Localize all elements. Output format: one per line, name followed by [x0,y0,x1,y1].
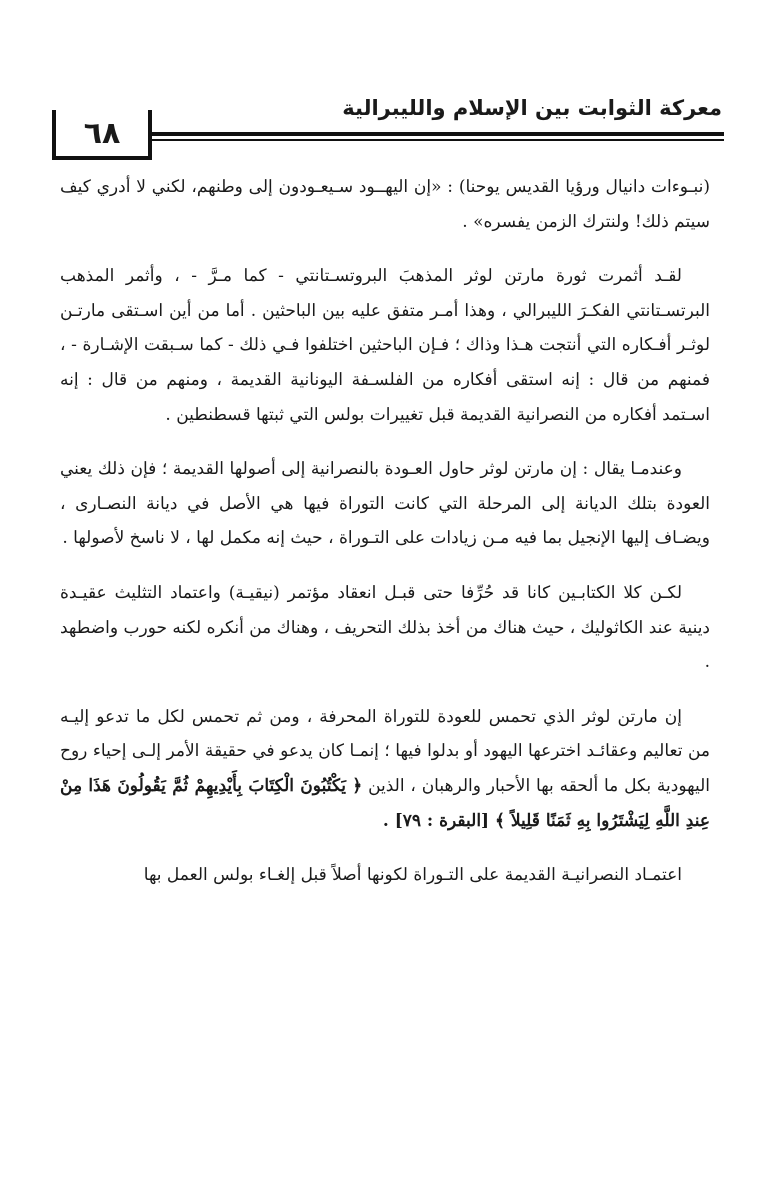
paragraph-2: لقـد أثمرت ثورة مارتن لوثر المذهبَ البروتسـتانتي - كما مـرَّ - ، وأثمر المذهب البرتسـتانتي الفكـرَ الليبرالي ، وهذا أمـر متفق عليه بين الباحثين . أما من أين اسـتقى مارتـن لوثـر أفـكاره التي أنتجت هـذا وذاك ؛ فـإن الباحثين اختلفوا فـي ذلك - كما سـبقت الإشـارة - ، فمنهم من قال : إنه استقى أفكاره من الفلسـفة اليونانية القديمة ، ومنهم من قال : إنه اسـتمد أفكاره من النصرانية القديمة قبل تغييرات بولس التي ثبتها قسطنطين . [60,266,710,425]
paragraph-1: (نبـوءات دانيال ورؤيا القديس يوحنا) : «إن اليهــود سـيعـودون إلى وطنهم، لكني لا أدري كيف سيتم ذلك! ولنترك الزمن يفسره» . [60,177,710,232]
paragraph-5-text: إن مارتن لوثر الذي تحمس للعودة للتوراة المحرفة ، ومن ثم تحمس لكل ما تدعو إليـه من تعاليم وعقائـد اخترعها اليهود أو بدلوا فيها ؛ إنمـا كان يدعو في حقيقة الأمر إلـى إحياء روح اليهودية بكل ما ألحقه بها الأحبار والرهبان ، الذين [60,706,710,796]
paragraph-4: لكـن كلا الكتابـين كانا قد حُرِّفا حتى قبـل انعقاد مؤتمر (نيقيـة) واعتماد التثليث عقيـدة دينية عند الكاثوليك ، حيث هناك من أخذ بذلك التحريف ، وهناك من أنكره لكنه حورب واضطهد . [60,582,710,673]
page-header [52,96,724,164]
body-text [60,170,710,913]
header-rule-thin [148,139,724,141]
header-rule-thick [148,132,724,136]
verse-reference: [البقرة : ٧٩] . [382,810,496,831]
paragraph-5 [60,700,710,838]
paragraph-6: اعتمـاد النصرانيـة القديمة على التـوراة لكونها أصلاً قبل إلغـاء بولس العمل بها [143,865,682,886]
paragraph-3: وعندمـا يقال : إن مارتن لوثر حاول العـودة بالنصرانية إلى أصولها القديمة ؛ فإن ذلك يعني العودة بتلك الديانة إلى المرحلة التي كانت التوراة فيها هي الأصل في ديانة النصـارى ، ويضـاف إليها الإنجيل بما فيه مـن زيادات على التـوراة ، حيث إنه مكمل لها ، لا ناسخ لأصولها . [60,459,710,549]
running-title: معركة الثوابت بين الإسلام والليبرالية [342,96,722,120]
page-number: ٦٨ [52,110,152,160]
quran-verse: ﴿ يَكْتُبُونَ الْكِتَابَ بِأَيْدِيهِمْ ثُمَّ يَقُولُونَ هَذَا مِنْ عِندِ اللَّهِ لِيَشْتَرُوا بِهِ ثَمَنًا قَلِيلاً ﴾ [60,775,710,831]
